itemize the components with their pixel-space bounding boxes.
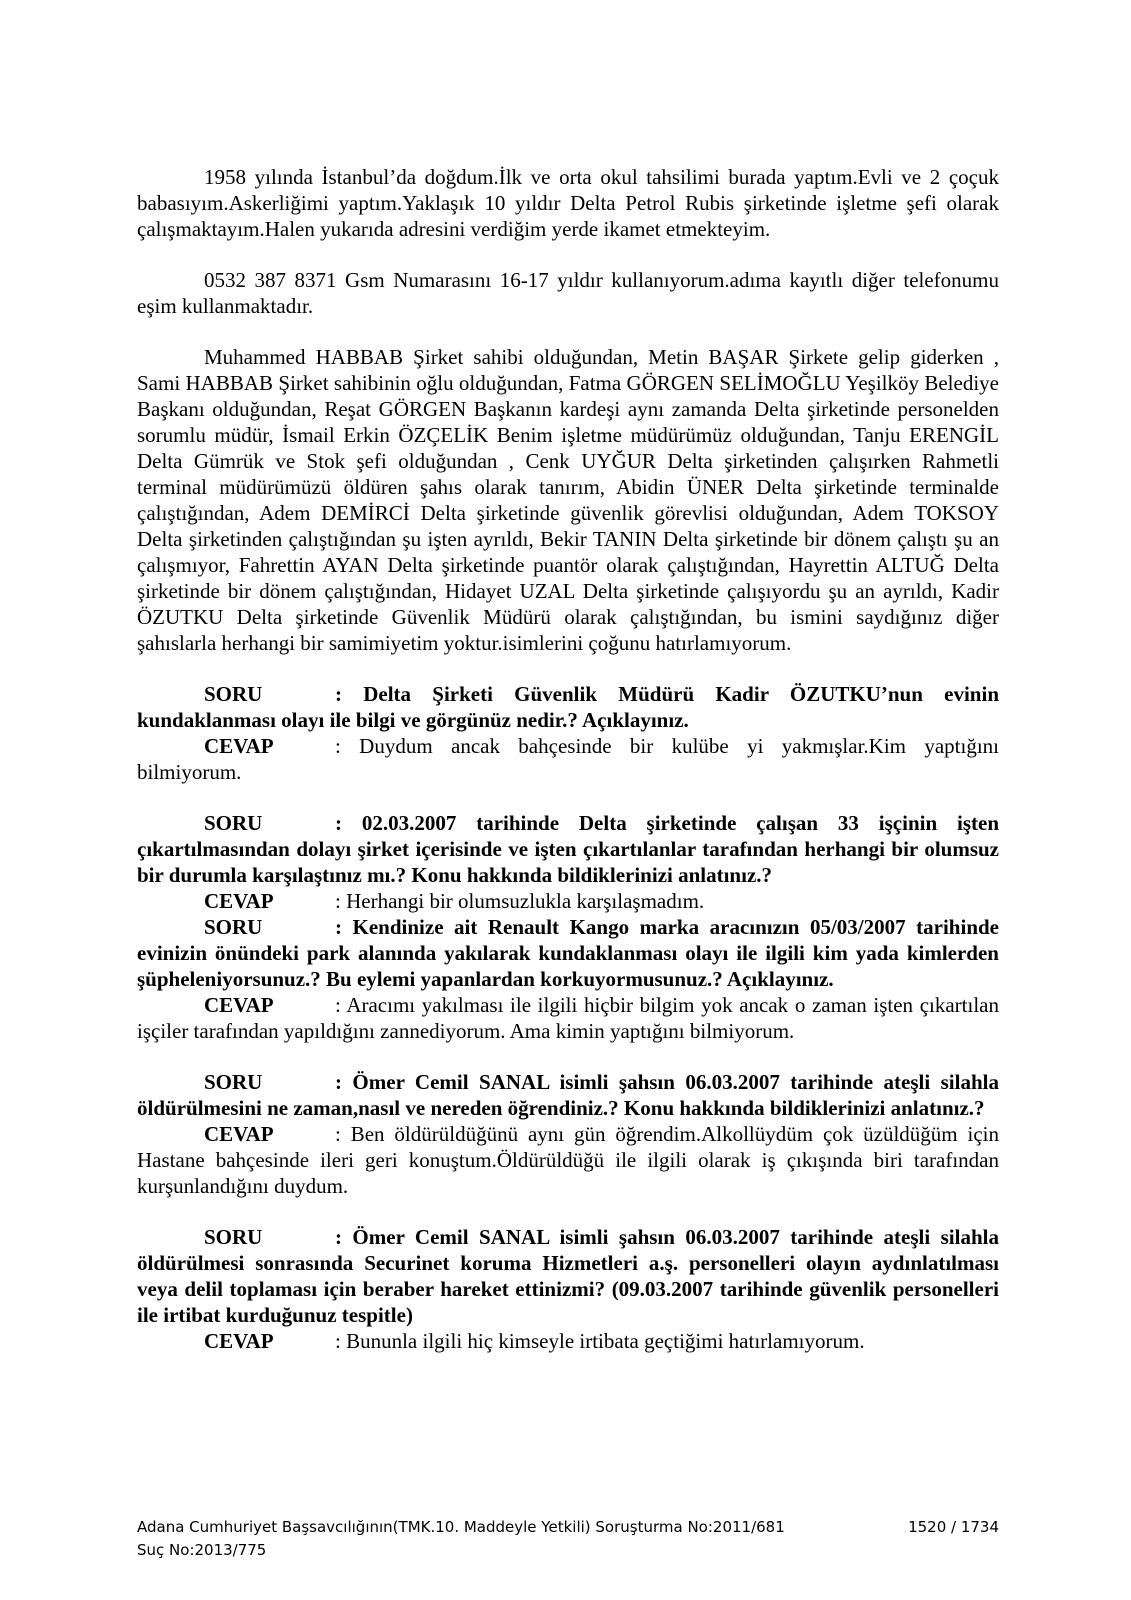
footer-office-case: Adana Cumhuriyet Başsavcılığının(TMK.10. Maddeyle Yetkili) Soruşturma No:2011/681 — [137, 1518, 785, 1536]
question-text: : Ömer Cemil SANAL isimli şahsın 06.03.2007 tarihinde ateşli silahla öldürülmesi sonrasında Securinet koruma Hizmetleri a.ş. personelleri olayın aydınlatılması veya delil toplaması için beraber hareket ettinizmi? (09.03.2007 tarihinde güvenlik personelleri ile irtibat kurduğunuz tespitle) — [137, 1225, 999, 1327]
question-label: SORU — [204, 1225, 263, 1249]
paragraph-phone: 0532 387 8371 Gsm Numarasını 16-17 yıldır kullanıyorum.adıma kayıtlı diğer telefonumu eşim kullanmaktadır. — [137, 268, 999, 318]
answer-label: CEVAP — [204, 734, 274, 758]
answer-1 — [137, 733, 999, 785]
question-label: SORU — [204, 682, 263, 706]
answer-4 — [137, 1121, 999, 1199]
paragraph-biography: 1958 yılında İstanbul’da doğdum.İlk ve orta okul tahsilimi burada yaptım.Evli ve 2 çoçuk babasıyım.Askerliğimi yaptım.Yaklaşık 10 yıldır Delta Petrol Rubis şirketinde işletme şefi olarak çalışmaktayım.Halen yukarıda adresini verdiğim yerde ikamet etmekteyim. — [137, 165, 999, 241]
question-label: SORU — [204, 811, 263, 835]
question-5 — [137, 1224, 999, 1328]
question-label: SORU — [204, 1070, 263, 1094]
footer-crime-number: Suç No:2013/775 — [137, 1541, 267, 1559]
answer-label: CEVAP — [204, 1122, 274, 1146]
question-1 — [137, 681, 999, 733]
answer-label: CEVAP — [204, 993, 274, 1017]
answer-2 — [137, 888, 999, 914]
answer-3 — [137, 992, 999, 1044]
question-text: : Ömer Cemil SANAL isimli şahsın 06.03.2007 tarihinde ateşli silahla öldürülmesini ne zaman,nasıl ve nereden öğrendiniz.? Konu hakkında bildiklerinizi anlatınız.? — [137, 1070, 999, 1120]
answer-text: : Aracımı yakılması ile ilgili hiçbir bilgim yok ancak o zaman işten çıkartılan işçiler tarafından yapıldığını zannediyorum. Ama kimin yaptığını bilmiyorum. — [137, 993, 999, 1043]
statement-body — [137, 164, 999, 1354]
question-text: : 02.03.2007 tarihinde Delta şirketinde çalışan 33 işçinin işten çıkartılmasından dolayı şirket içerisinde ve işten çıkartılanlar tarafından herhangi bir olumsuz bir durumla karşılaştınız mı.? Konu hakkında bildiklerinizi anlatınız.? — [137, 811, 999, 887]
answer-text: : Bununla ilgili hiç kimseyle irtibata geçtiğimi hatırlamıyorum. — [335, 1329, 865, 1353]
question-4 — [137, 1069, 999, 1121]
page-number: 1520 / 1734 — [908, 1518, 999, 1536]
paragraph-acquaintances: Muhammed HABBAB Şirket sahibi olduğundan, Metin BAŞAR Şirkete gelip giderken , Sami HABBAB Şirket sahibinin oğlu olduğundan, Fatma GÖRGEN SELİMOĞLU Yeşilköy Belediye Başkanı olduğundan, Reşat GÖRGEN Başkanın kardeşi aynı zamanda Delta şirketinde personelden sorumlu müdür, İsmail Erkin ÖZÇELİK Benim işletme müdürümüz olduğundan, Tanju ERENGİL Delta Gümrük ve Stok şefi olduğundan , Cenk UYĞUR Delta şirketinden çalışırken Rahmetli terminal müdürümüzü öldüren şahıs olarak tanırım, Abidin ÜNER Delta şirketinde terminalde çalıştığından, Adem DEMİRCİ Delta şirketinde güvenlik görevlisi olduğundan, Adem TOKSOY Delta şirketinden çalıştığından şu işten ayrıldı, Bekir TANIN Delta şirketinde bir dönem çalıştı şu an çalışmıyor, Fahrettin AYAN Delta şirketinde puantör olarak çalıştığından, Hayrettin ALTUĞ Delta şirketinde bir dönem çalıştığından, Hidayet UZAL Delta şirketinde çalışıyordu şu an ayrıldı, Kadir ÖZUTKU Delta şirketinde Güvenlik Müdürü olarak çalıştığından, bu ismini saydığınız diğer şahıslarla herhangi bir samimiyetim yoktur.isimlerini çoğunu hatırlamıyorum. — [137, 345, 999, 655]
answer-5 — [137, 1328, 999, 1354]
question-label: SORU — [204, 915, 263, 939]
answer-text: : Duydum ancak bahçesinde bir kulübe yi yakmışlar.Kim yaptığını bilmiyorum. — [137, 734, 999, 784]
answer-text: : Ben öldürüldüğünü aynı gün öğrendim.Alkollüydüm çok üzüldüğüm için Hastane bahçesinde ileri geri konuştum.Öldürüldüğü ile ilgili olarak iş çıkışında biri tarafından kurşunlandığını duydum. — [137, 1122, 999, 1198]
question-2 — [137, 810, 999, 888]
page-footer — [137, 1516, 999, 1562]
question-text: : Delta Şirketi Güvenlik Müdürü Kadir ÖZUTKU’nun evinin kundaklanması olayı ile bilgi ve görgünüz nedir.? Açıklayınız. — [137, 682, 999, 732]
answer-label: CEVAP — [204, 1329, 274, 1353]
answer-text: : Herhangi bir olumsuzlukla karşılaşmadım. — [335, 889, 705, 913]
answer-label: CEVAP — [204, 889, 274, 913]
question-text: : Kendinize ait Renault Kango marka aracınızın 05/03/2007 tarihinde evinizin önündeki park alanında yakılarak kundaklanması olayı ile ilgili kim yada kimlerden şüpheleniyorsunuz.? Bu eylemi yapanlardan korkuyormusunuz.? Açıklayınız. — [137, 915, 999, 991]
question-3 — [137, 914, 999, 992]
